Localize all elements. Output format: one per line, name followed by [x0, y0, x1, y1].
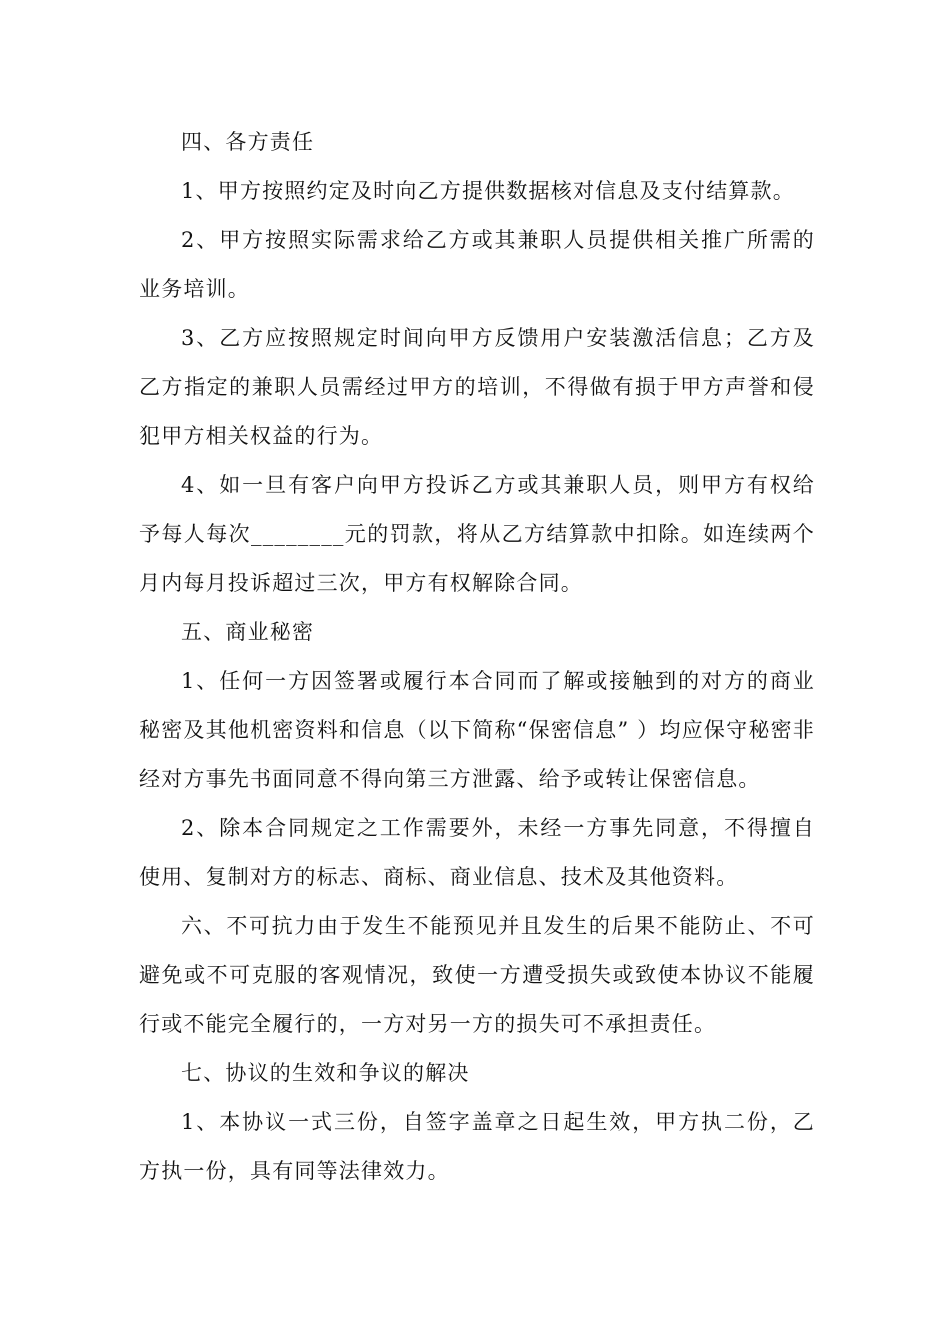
section-heading-trade-secrets: 五、商业秘密 — [181, 620, 315, 644]
paragraph: 3、乙方应按照规定时间向甲方反馈用户安装激活信息；乙方及乙方指定的兼职人员需经过甲方的培训，不得做有损于甲方声誉和侵犯甲方相关权益的行为。 — [139, 326, 815, 448]
paragraph: 1、甲方按照约定及时向乙方提供数据核对信息及支付结算款。 — [181, 179, 795, 203]
section-heading-effectiveness: 七、协议的生效和争议的解决 — [181, 1061, 470, 1085]
section-heading-responsibilities: 四、各方责任 — [181, 130, 315, 154]
paragraph: 2、甲方按照实际需求给乙方或其兼职人员提供相关推广所需的业务培训。 — [139, 228, 815, 301]
paragraph: 4、如一旦有客户向甲方投诉乙方或其兼职人员，则甲方有权给予每人每次________元的罚款，将从乙方结算款中扣除。如连续两个月内每月投诉超过三次，甲方有权解除合同。 — [139, 473, 815, 595]
paragraph: 1、任何一方因签署或履行本合同而了解或接触到的对方的商业秘密及其他机密资料和信息（以下简称“保密信息” ）均应保守秘密非经对方事先书面同意不得向第三方泄露、给予或转让保密信息。 — [139, 669, 815, 791]
paragraph-force-majeure: 六、不可抗力由于发生不能预见并且发生的后果不能防止、不可避免或不可克服的客观情况，致使一方遭受损失或致使本协议不能履行或不能完全履行的，一方对另一方的损失可不承担责任。 — [139, 914, 815, 1036]
document-body — [139, 118, 815, 1196]
paragraph: 2、除本合同规定之工作需要外，未经一方事先同意，不得擅自使用、复制对方的标志、商标、商业信息、技术及其他资料。 — [139, 816, 815, 889]
paragraph: 1、本协议一式三份，自签字盖章之日起生效，甲方执二份，乙方执一份，具有同等法律效力。 — [139, 1110, 815, 1183]
